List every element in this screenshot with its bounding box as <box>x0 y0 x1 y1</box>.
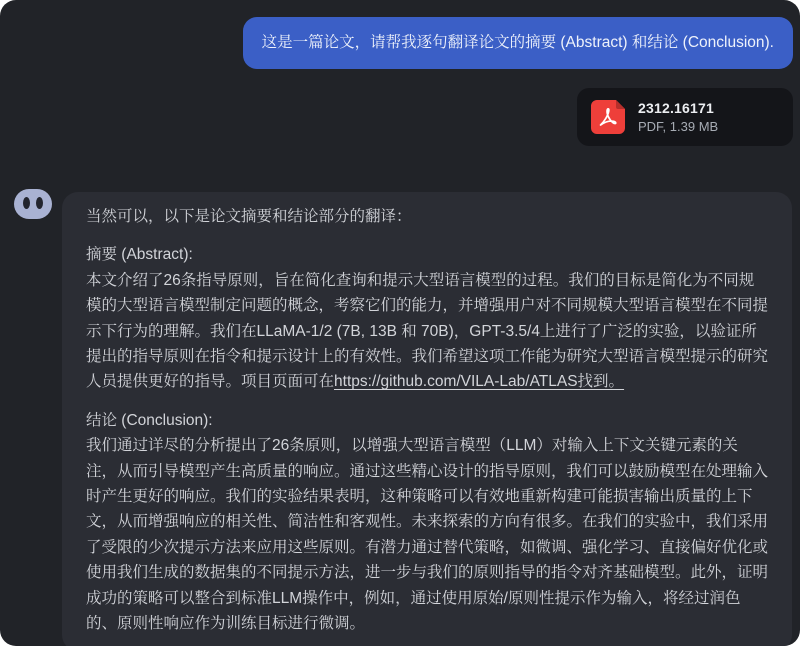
file-meta <box>638 100 718 134</box>
user-message-text: 这是一篇论文，请帮我逐句翻译论文的摘要 (Abstract) 和结论 (Conclusion). <box>261 34 774 51</box>
abstract-paragraph <box>86 242 768 394</box>
abstract-heading: 摘要 (Abstract): <box>86 246 193 264</box>
assistant-message-bubble <box>62 192 792 646</box>
conclusion-body-text: 我们通过详尽的分析提出了26条原则，以增强大型语言模型（LLM）对输入上下文关键元素的关注，从而引导模型产生高质量的响应。通过这些精心设计的指导原则，我们可以鼓励模型在处理输入时产生更好的响应。我们的实验结果表明，这种策略可以有效地重新构建可能损害输出质量的上下文，从而增强响应的相关性、简洁性和客观性。未来探索的方向有很多。在我们的实验中，我们采用了受限的少次提示方法来应用这些原则。有潜力通过替代策略，如微调、强化学习、直接偏好优化或使用我们生成的数据集的不同提示方法，进一步与我们的原则指导的指令对齐基础模型。此外，证明成功的策略可以整合到标准LLM操作中，例如，通过使用原始/原则性提示作为输入，将经过润色的、原则性响应作为训练目标进行微调。 <box>86 437 769 633</box>
abstract-body-text: 本文介绍了26条指导原则，旨在简化查询和提示大型语言模型的过程。我们的目标是简化为不同规模的大型语言模型制定问题的概念，考察它们的能力，并增强用户对不同规模大型语言模型在不同提示下行为的理解。我们在LLaMA-1/2 (7B, 13B 和 70B)，GPT-3.5/4上进行了广泛的实验，以验证所提出的指导原则在指令和提示设计上的有效性。我们希望这项工作能为研究大型语言模型提示的研究人员提供更好的指导。项目页面可在 <box>86 271 769 391</box>
file-size-type: PDF, 1.39 MB <box>638 119 719 134</box>
pdf-file-icon <box>591 100 625 134</box>
avatar-left-eye <box>23 197 30 209</box>
conclusion-heading: 结论 (Conclusion): <box>86 411 213 429</box>
assistant-intro-text: 当然可以，以下是论文摘要和结论部分的翻译： <box>86 208 412 225</box>
pdf-attachment-card[interactable] <box>577 88 793 146</box>
project-page-link[interactable]: https://github.com/VILA-Lab/ATLAS找到。 <box>334 373 625 391</box>
conclusion-paragraph <box>86 408 768 637</box>
assistant-avatar-icon <box>14 189 52 219</box>
avatar-right-eye <box>36 197 43 209</box>
file-name: 2312.16171 <box>638 100 714 116</box>
user-message-bubble <box>243 17 793 69</box>
